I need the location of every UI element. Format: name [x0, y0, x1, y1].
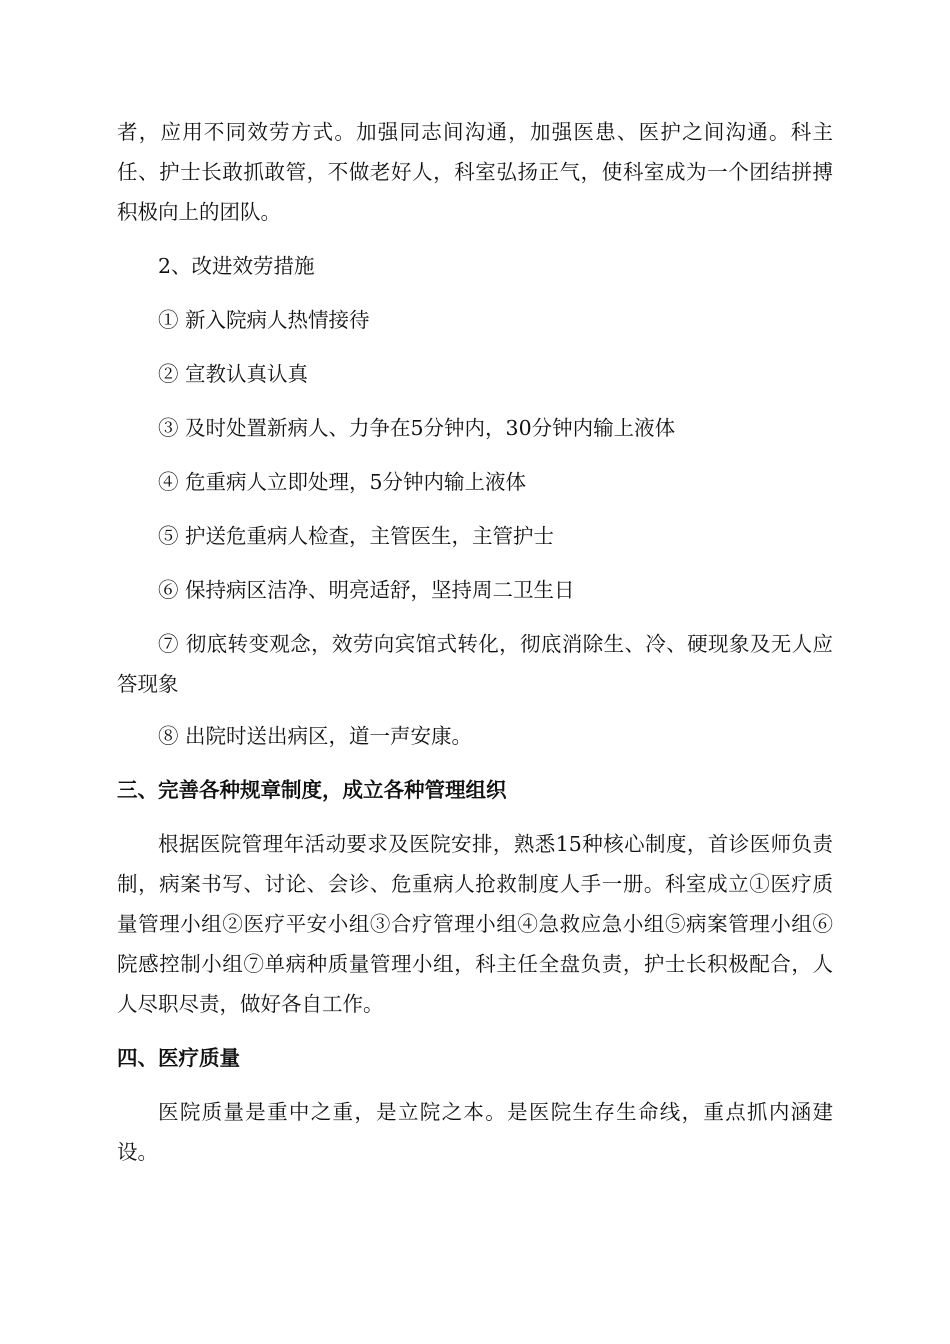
paragraph-team-communication: 者，应用不同效劳方式。加强同志间沟通，加强医患、医护之间沟通。科主任、护士长敢抓敢管，不做老好人，科室弘扬正气，使科室成为一个团结拼搏积极向上的团队。 — [117, 120, 833, 224]
list-item: ⑧ 出院时送出病区，道一声安康。 — [158, 724, 473, 748]
subheading-improve-service: 2、改进效劳措施 — [158, 254, 315, 278]
section-heading-medical-quality: 四、医疗质量 — [117, 1046, 240, 1070]
list-item: ① 新入院病人热情接待 — [158, 308, 370, 332]
list-item: ② 宣教认真认真 — [158, 362, 309, 386]
paragraph-management-groups: 根据医院管理年活动要求及医院安排，熟悉15种核心制度，首诊医师负责制，病案书写、讨论、会诊、危重病人抢救制度人手一册。科室成立①医疗质量管理小组②医疗平安小组③合疗管理小组④急救应急小组⑤病案管理小组⑥院感控制小组⑦单病种质量管理小组，科主任全盘负责，护士长积极配合，人人尽职尽责，做好各自工作。 — [117, 832, 833, 1016]
list-item: ④ 危重病人立即处理，5分钟内输上液体 — [158, 470, 527, 494]
list-item: ③ 及时处置新病人、力争在5分钟内，30分钟内输上液体 — [158, 416, 676, 440]
section-heading-rules: 三、完善各种规章制度，成立各种管理组织 — [117, 778, 507, 802]
list-item: ⑤ 护送危重病人检查，主管医生，主管护士 — [158, 524, 555, 548]
list-item: ⑥ 保持病区洁净、明亮适舒，坚持周二卫生日 — [158, 578, 575, 602]
paragraph-medical-quality: 医院质量是重中之重，是立院之本。是医院生存生命线，重点抓内涵建设。 — [117, 1100, 833, 1164]
document-body — [117, 112, 833, 1186]
list-item: ⑦ 彻底转变观念，效劳向宾馆式转化，彻底消除生、冷、硬现象及无人应答现象 — [117, 632, 833, 696]
